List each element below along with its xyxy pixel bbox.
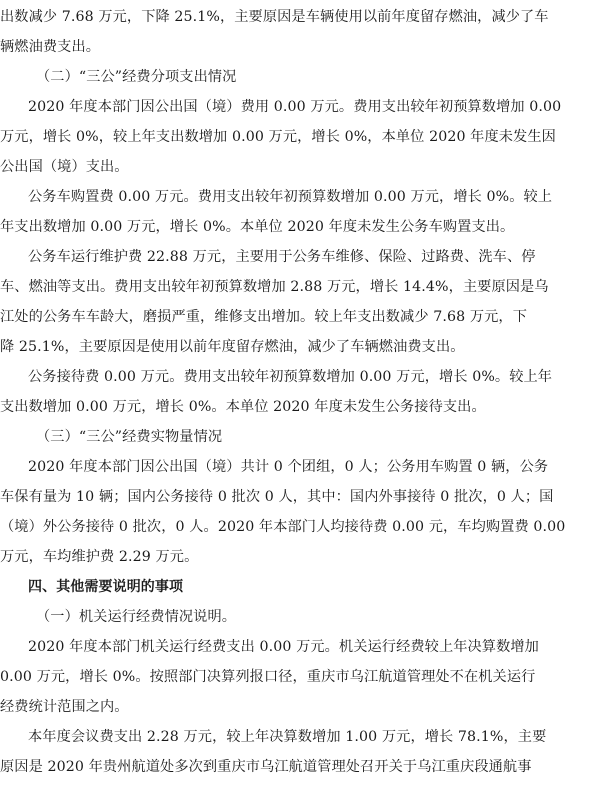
paragraph-start: 公务车运行维护费 22.88 万元，主要用于公务车维修、保险、过路费、洗车、停 — [28, 249, 536, 265]
text-line: 车、燃油等支出。费用支出较年初预算数增加 2.88 万元，增长 14.4%，主要原因是乌 — [0, 279, 549, 295]
text-line: 支出数增加 0.00 万元，增长 0%。本单位 2020 年度未发生公务接待支出。 — [0, 399, 486, 415]
paragraph-start: 本年度会议费支出 2.28 万元，较上年决算数增加 1.00 万元，增长 78.1%，主要 — [28, 729, 547, 745]
text-line: 经费统计范围之内。 — [0, 699, 129, 715]
paragraph-start: 2020 年度本部门机关运行经费支出 0.00 万元。机关运行经费较上年决算数增加 — [28, 639, 539, 655]
major-heading: 四、其他需要说明的事项 — [28, 579, 184, 595]
text-line: 江处的公务车车龄大，磨损严重，维修支出增加。较上年支出数减少 7.68 万元，下 — [0, 309, 527, 325]
section-heading: （三）“三公”经费实物量情况 — [36, 429, 223, 445]
text-line: 降 25.1%，主要原因是使用以前年度留存燃油，减少了车辆燃油费支出。 — [0, 339, 465, 355]
paragraph-start: 公务车购置费 0.00 万元。费用支出较年初预算数增加 0.00 万元，增长 0%。较上 — [28, 189, 553, 205]
paragraph-start: 2020 年度本部门因公出国（境）共计 0 个团组，0 人；公务用车购置 0 辆，公务 — [28, 459, 549, 475]
text-line: 万元，增长 0%，较上年支出数增加 0.00 万元，增长 0%，本单位 2020 年度未发生因 — [0, 129, 556, 145]
paragraph-start: 2020 年度本部门因公出国（境）费用 0.00 万元。费用支出较年初预算数增加 0.00 — [28, 99, 562, 115]
section-heading: （二）“三公”经费分项支出情况 — [36, 69, 237, 85]
section-heading: （一）机关运行经费情况说明。 — [36, 609, 237, 625]
text-line: 年支出数增加 0.00 万元，增长 0%。本单位 2020 年度未发生公务车购置支出。 — [0, 219, 515, 235]
text-line: 原因是 2020 年贵州航道处多次到重庆市乌江航道管理处召开关于乌江重庆段通航事 — [0, 759, 532, 775]
text-line: 车保有量为 10 辆；国内公务接待 0 批次 0 人，其中：国内外事接待 0 批次，0 人；国 — [0, 489, 554, 505]
text-line: 出数减少 7.68 万元，下降 25.1%，主要原因是车辆使用以前年度留存燃油，减少了车 — [0, 9, 549, 25]
text-line: （境）外公务接待 0 批次，0 人。2020 年本部门人均接待费 0.00 元，车均购置费 0.00 — [0, 519, 566, 535]
text-line: 公出国（境）支出。 — [0, 159, 129, 175]
text-line: 0.00 万元，增长 0%。按照部门决算列报口径，重庆市乌江航道管理处不在机关运行 — [0, 669, 536, 685]
text-line: 辆燃油费支出。 — [0, 39, 101, 55]
text-line: 万元，车均维护费 2.29 万元。 — [0, 549, 199, 565]
paragraph-start: 公务接待费 0.00 万元。费用支出较年初预算数增加 0.00 万元，增长 0%。较上年 — [28, 369, 553, 385]
